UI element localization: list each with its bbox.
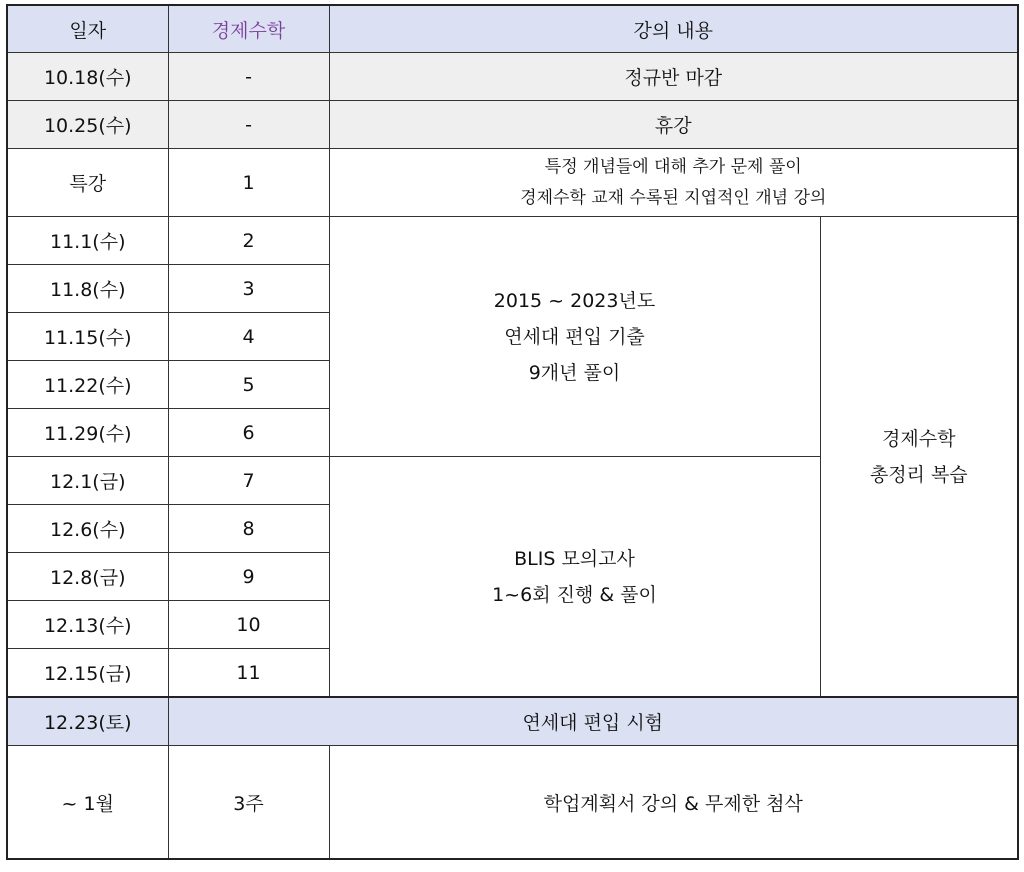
session-cell: 7 — [168, 457, 329, 505]
session-cell: 9 — [168, 553, 329, 601]
date-cell: 12.6(수) — [7, 505, 168, 553]
session-cell: 3주 — [168, 746, 329, 860]
date-cell: 12.1(금) — [7, 457, 168, 505]
session-cell: 1 — [168, 149, 329, 217]
date-cell: 12.8(금) — [7, 553, 168, 601]
date-cell: 11.1(수) — [7, 217, 168, 265]
date-cell: 특강 — [7, 149, 168, 217]
final-row — [7, 746, 1018, 860]
review-block — [820, 217, 1018, 698]
content-line: 특정 개념들에 대해 추가 문제 풀이 — [544, 156, 802, 177]
content-cell: 정규반 마감 — [329, 53, 1018, 101]
block-line: 1~6회 진행 & 풀이 — [492, 583, 657, 606]
schedule-table — [6, 4, 1019, 860]
session-cell: 6 — [168, 409, 329, 457]
header-content: 강의 내용 — [329, 5, 1018, 53]
block-line: 연세대 편입 기출 — [504, 325, 645, 348]
block-line: 총정리 복습 — [869, 463, 968, 486]
schedule-container — [6, 4, 1019, 860]
table-row — [7, 101, 1018, 149]
table-row — [7, 149, 1018, 217]
header-subject: 경제수학 — [168, 5, 329, 53]
date-cell: 12.13(수) — [7, 601, 168, 649]
content-cell: 학업계획서 강의 & 무제한 첨삭 — [329, 746, 1018, 860]
date-cell: ~ 1월 — [7, 746, 168, 860]
content-cell — [329, 149, 1018, 217]
session-cell: - — [168, 53, 329, 101]
session-cell: 2 — [168, 217, 329, 265]
session-cell: 8 — [168, 505, 329, 553]
table-row — [7, 53, 1018, 101]
date-cell: 12.23(토) — [7, 697, 168, 746]
block-line: 경제수학 — [882, 427, 956, 450]
content-cell: 휴강 — [329, 101, 1018, 149]
content-cell: 연세대 편입 시험 — [168, 697, 1018, 746]
header-row — [7, 5, 1018, 53]
session-cell: - — [168, 101, 329, 149]
date-cell: 11.29(수) — [7, 409, 168, 457]
block-line: 2015 ~ 2023년도 — [493, 289, 656, 312]
session-cell: 10 — [168, 601, 329, 649]
mock-exams-block — [329, 457, 820, 698]
date-cell: 11.22(수) — [7, 361, 168, 409]
date-cell: 11.8(수) — [7, 265, 168, 313]
header-date: 일자 — [7, 5, 168, 53]
date-cell: 10.25(수) — [7, 101, 168, 149]
session-cell: 3 — [168, 265, 329, 313]
block-line: 9개년 풀이 — [528, 361, 621, 384]
date-cell: 10.18(수) — [7, 53, 168, 101]
block-line: BLIS 모의고사 — [514, 547, 635, 570]
session-cell: 11 — [168, 649, 329, 698]
content-line: 경제수학 교재 수록된 지엽적인 개념 강의 — [520, 187, 827, 208]
exam-row — [7, 697, 1018, 746]
table-row — [7, 217, 1018, 265]
date-cell: 11.15(수) — [7, 313, 168, 361]
past-exams-block — [329, 217, 820, 457]
session-cell: 4 — [168, 313, 329, 361]
session-cell: 5 — [168, 361, 329, 409]
date-cell: 12.15(금) — [7, 649, 168, 698]
